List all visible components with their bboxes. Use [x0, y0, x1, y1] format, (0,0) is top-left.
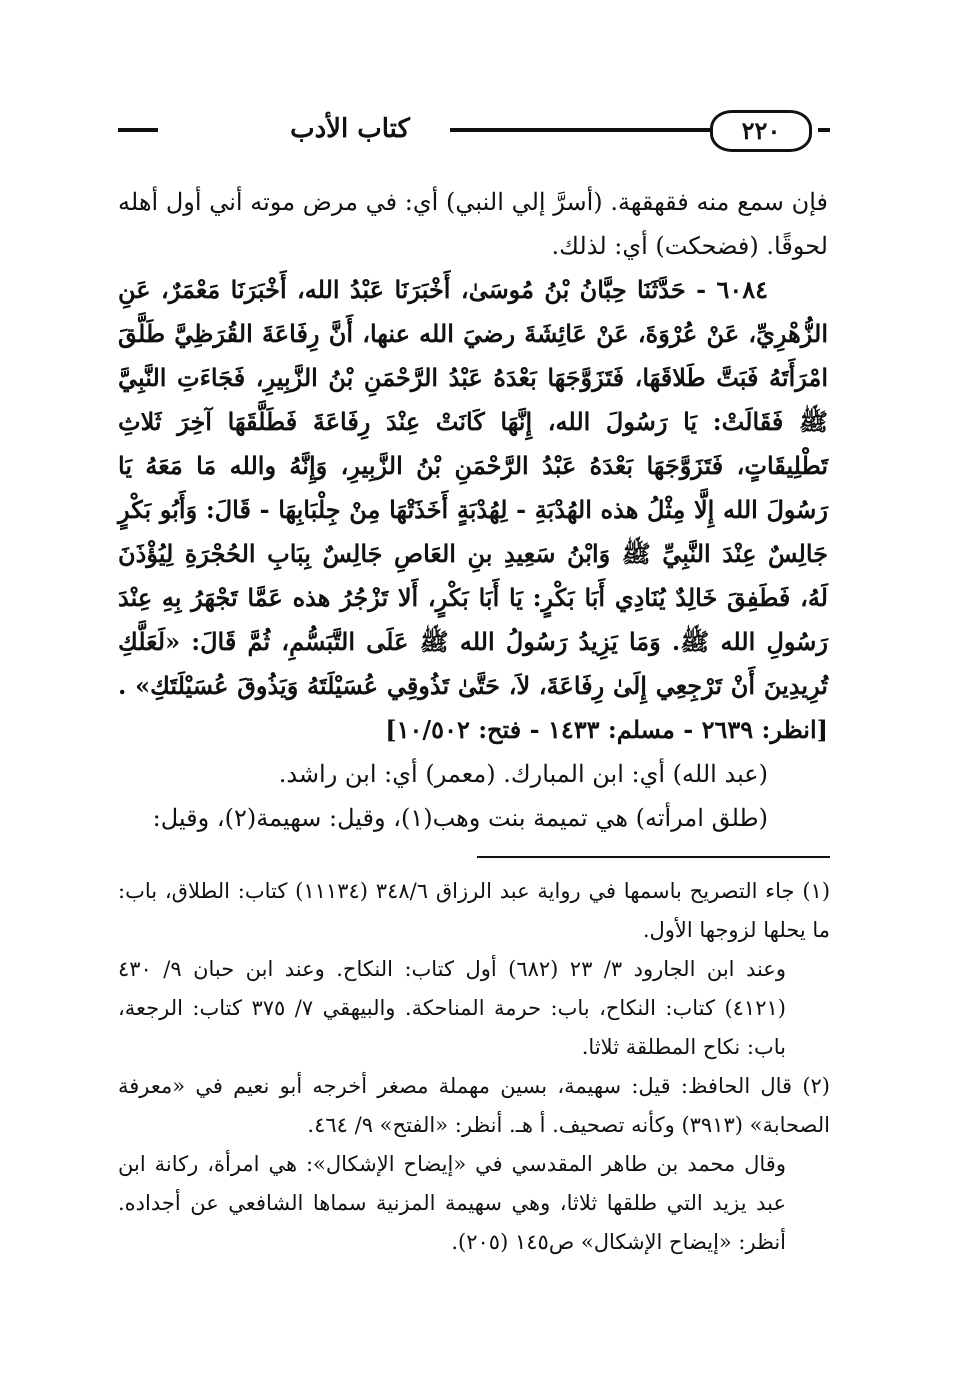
- header-rule-left: [118, 128, 158, 132]
- commentary-line-2: (طلق امرأته) هي تميمة بنت وهب(١)، وقيل: سهيمة(٢)، وقيل:: [152, 804, 768, 832]
- footnote-separator: [477, 856, 830, 858]
- commentary-line-1: (عبد الله) أي: ابن المبارك. (معمر) أي: ابن راشد.: [278, 760, 768, 788]
- page-number: ٢٢٠: [710, 110, 812, 152]
- footnotes: [118, 872, 830, 1262]
- main-text: [118, 180, 828, 840]
- footnote-1-continued: وعند ابن الجارود ٣/ ٢٣ (٦٨٢) أول كتاب: النكاح. وعند ابن حبان ٩/ ٤٣٠ (٤١٢١) كتاب: النكاح، باب: حرمة المناحكة. والبيهقي ٧/ ٣٧٥ كتاب: الرجعة، باب: نكاح المطلقة ثلاثا.: [118, 957, 786, 1059]
- header-rule-middle: [450, 128, 710, 132]
- chapter-title: كتاب الأدب: [290, 114, 410, 144]
- footnote-2-continued: وقال محمد بن طاهر المقدسي في «إيضاح الإشكال»: هي امرأة، ركانة ابن عبد يزيد التي طلقها ثلاثا، وهي سهيمة المزنية سماها الشافعي عن أجداده. أنظر: «إيضاح الإشكال» ص١٤٥ (٢٠٥).: [118, 1152, 786, 1254]
- hadith-paragraph: ٦٠٨٤ - حَدَّثَنَا حِبَّانُ بْنُ مُوسَىٰ، أَخْبَرَنَا عَبْدُ الله، أَخْبَرَنَا مَعْمَرٌ، عَنِ الزُّهْرِيِّ، عَنْ عُرْوَةَ، عَنْ عَائِشَةَ رضيَ الله عنها، أَنَّ رِفَاعَةَ القُرَظِيَّ طَلَّقَ امْرَأَتَهُ فَبَتَّ طَلاقَهَا، فَتَزَوَّجَهَا بَعْدَهُ عَبْدُ الرَّحْمَنِ بْنُ الزَّبِيرِ، فَجَاءَتِ النَّبِيَّ ﷺ فَقَالَتْ: يَا رَسُولَ الله، إِنَّهَا كَانَتْ عِنْدَ رِفَاعَةَ فَطَلَّقَهَا آخِرَ ثَلاثِ تَطْلِيقَاتٍ، فَتَزَوَّجَهَا بَعْدَهُ عَبْدُ الرَّحْمَنِ بْنُ الزَّبِيرِ، وَإِنَّهُ والله مَا مَعَهُ يَا رَسُولَ الله إِلَّا مِثْلُ هذه الهُدْبَةِ - لِهُدْبَةٍ أَخَذَتْهَا مِنْ جِلْبَابِهَا - قَالَ: وَأَبُو بَكْرٍ جَالِسٌ عِنْدَ النَّبِيِّ ﷺ وَابْنُ سَعِيدِ بنِ العَاصِ جَالِسٌ بِبَابِ الحُجْرَةِ لِيُؤْذَنَ لَهُ، فَطَفِقَ خَالِدٌ يُنَادِي أَبَا بَكْرٍ: يَا أَبَا بَكْرٍ، أَلا تَزْجُرُ هذه عَمَّا تَجْهَرُ بِهِ عِنْدَ رَسُولِ الله ﷺ. وَمَا يَزِيدُ رَسُولُ الله ﷺ عَلَى التَّبَسُّمِ، ثُمَّ قَالَ: «لَعَلَّكِ تُرِيدِينَ أَنْ تَرْجِعِي إِلَىٰ رِفَاعَةَ، لاَ، حَتَّىٰ تَذُوقِي عُسَيْلَتَهُ وَيَذُوقَ عُسَيْلَتَكِ» .[انظر: ٢٦٣٩ - مسلم: ١٤٣٣ - فتح: ١٠/٥٠٢]: [118, 275, 828, 744]
- header-rule-right: [818, 128, 830, 132]
- page-header: [110, 110, 830, 154]
- footnote-1: (١) جاء التصريح باسمها في رواية عبد الرزاق ٣٤٨/٦ (١١١٣٤) كتاب: الطلاق، باب: ما يحلها لزوجها الأول.: [118, 879, 831, 942]
- intro-paragraph: فإن سمع منه فقهقهة. (أسرَّ إلي النبي) أي: في مرض موته أني أول أهله لحوقًا. (فضحكت) أي: لذلك.: [118, 188, 828, 260]
- footnote-2: (٢) قال الحافظ: قيل: سهيمة، بسين مهملة مصغر أخرجه أبو نعيم في «معرفة الصحابة» (٣٩١٣) وكأنه تصحيف. أ هـ. أنظر: «الفتح» ٩/ ٤٦٤.: [118, 1074, 830, 1137]
